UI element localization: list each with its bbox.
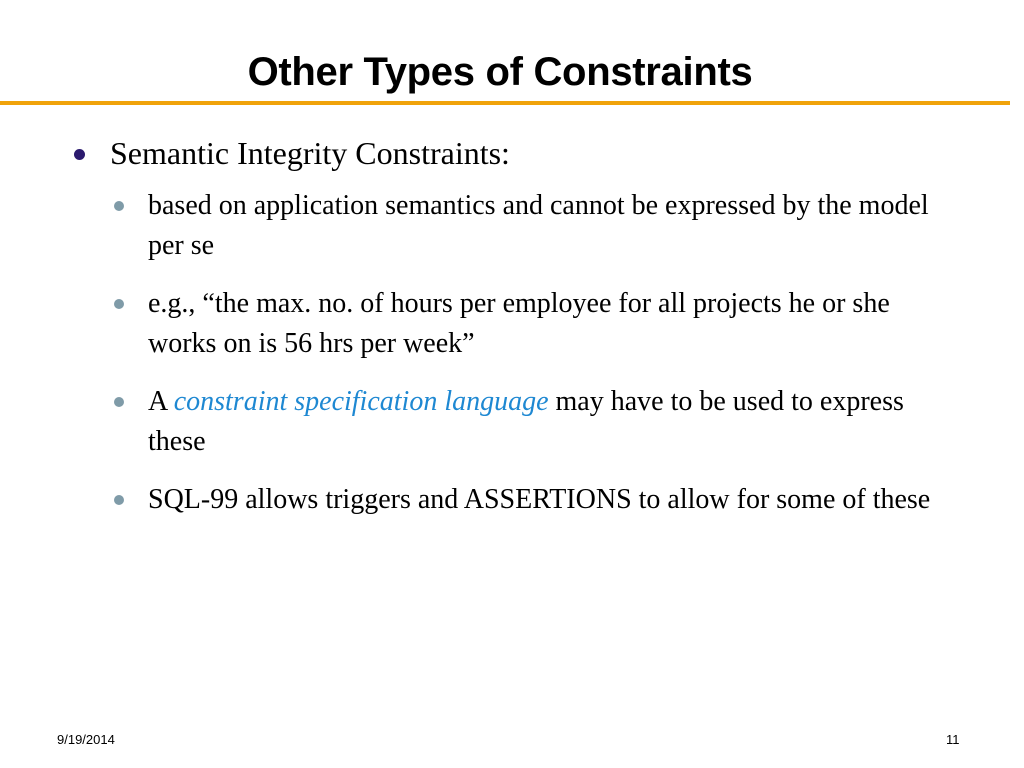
sub-bullet-dot-icon (114, 397, 124, 407)
sub-bullet-dot-icon (114, 495, 124, 505)
footer-date: 9/19/2014 (57, 732, 115, 747)
footer-page-number: 11 (946, 732, 960, 747)
sub-bullet-dot-icon (114, 299, 124, 309)
sub-bullet-text-before: A (148, 386, 174, 417)
main-bullet-text: Semantic Integrity Constraints: (110, 135, 510, 171)
emphasized-term: constraint specification language (173, 386, 549, 417)
slide-title: Other Types of Constraints (247, 50, 753, 94)
sub-bullet-text: based on application semantics and cannot be expressed by the model per se (148, 190, 929, 261)
sub-bullet-text: e.g., “the max. no. of hours per employee for all projects he or she works on is 56 hrs per week” (148, 288, 890, 359)
sub-bullet-item (148, 480, 948, 520)
sub-bullet-item (148, 186, 948, 266)
sub-bullet-dot-icon (114, 201, 124, 211)
sub-bullet-text-after: may have to be used to express these (148, 386, 904, 457)
sub-bullet-item (148, 284, 948, 364)
sub-bullet-item (148, 382, 948, 462)
sub-bullet-text: SQL-99 allows triggers and ASSERTIONS to allow for some of these (148, 484, 931, 515)
sub-bullet-list (148, 186, 948, 538)
bullet-dot-icon (74, 149, 85, 160)
